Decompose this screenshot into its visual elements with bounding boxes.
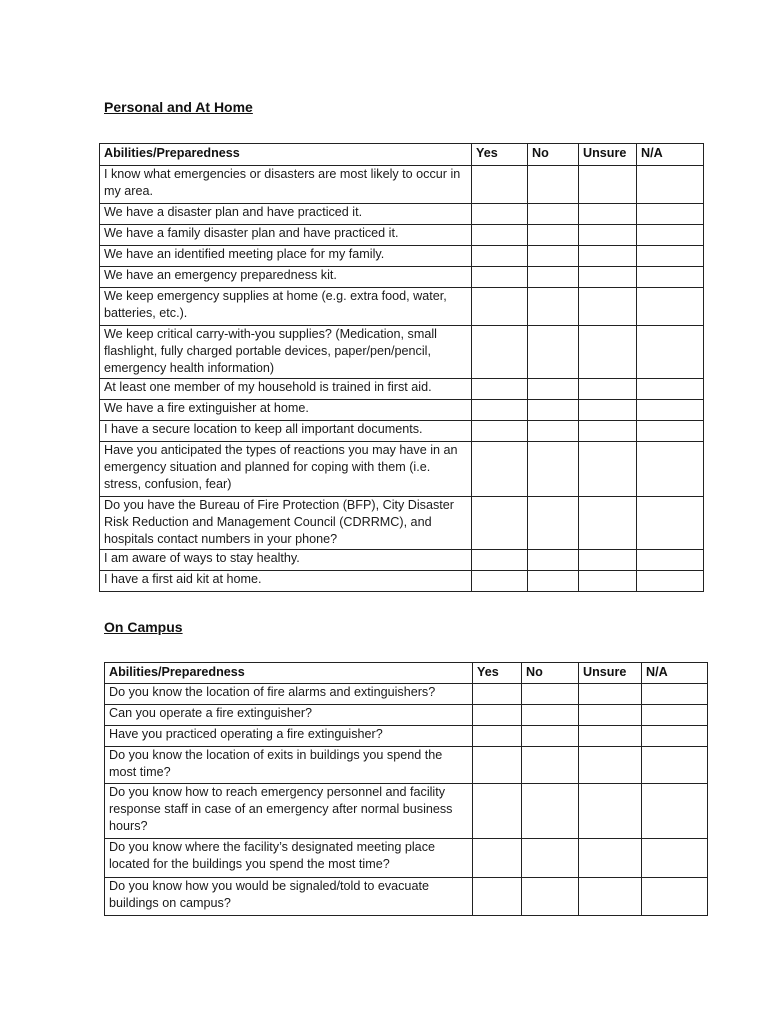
no-cell[interactable]	[522, 878, 579, 916]
yes-cell[interactable]	[472, 421, 528, 442]
question-text: We have a disaster plan and have practiced it.	[100, 204, 472, 225]
na-cell[interactable]	[637, 267, 704, 288]
na-cell[interactable]	[642, 878, 708, 916]
table-row	[100, 571, 704, 592]
table-header-row	[105, 663, 708, 684]
table-row	[100, 288, 704, 326]
question-text: I am aware of ways to stay healthy.	[100, 550, 472, 571]
no-cell[interactable]	[528, 571, 579, 592]
table-row	[100, 204, 704, 225]
no-cell[interactable]	[528, 421, 579, 442]
question-text: Do you know the location of exits in buildings you spend the most time?	[105, 747, 473, 784]
no-cell[interactable]	[522, 839, 579, 878]
na-cell[interactable]	[637, 225, 704, 246]
question-text: I have a first aid kit at home.	[100, 571, 472, 592]
no-cell[interactable]	[528, 246, 579, 267]
unsure-cell[interactable]	[579, 225, 637, 246]
na-cell[interactable]	[637, 421, 704, 442]
no-cell[interactable]	[528, 497, 579, 550]
no-cell[interactable]	[522, 784, 579, 839]
unsure-cell[interactable]	[579, 784, 642, 839]
na-cell[interactable]	[637, 166, 704, 204]
na-cell[interactable]	[637, 204, 704, 225]
table-row	[105, 839, 708, 878]
no-cell[interactable]	[522, 705, 579, 726]
table-row	[105, 726, 708, 747]
question-text: I know what emergencies or disasters are most likely to occur in my area.	[100, 166, 472, 204]
table-row	[100, 326, 704, 379]
yes-cell[interactable]	[472, 166, 528, 204]
unsure-cell[interactable]	[579, 878, 642, 916]
table-row	[100, 550, 704, 571]
header-unsure: Unsure	[579, 144, 637, 166]
header-na: N/A	[637, 144, 704, 166]
unsure-cell[interactable]	[579, 747, 642, 784]
unsure-cell[interactable]	[579, 705, 642, 726]
na-cell[interactable]	[637, 550, 704, 571]
yes-cell[interactable]	[472, 246, 528, 267]
yes-cell[interactable]	[472, 442, 528, 497]
yes-cell[interactable]	[473, 684, 522, 705]
question-text: Do you know the location of fire alarms and extinguishers?	[105, 684, 473, 705]
unsure-cell[interactable]	[579, 288, 637, 326]
na-cell[interactable]	[637, 379, 704, 400]
table-row	[100, 166, 704, 204]
header-yes: Yes	[473, 663, 522, 684]
question-text: Do you know where the facility’s designated meeting place located for the buildings you spend the most time?	[105, 839, 473, 878]
table-row	[100, 442, 704, 497]
unsure-cell[interactable]	[579, 379, 637, 400]
table-row	[100, 246, 704, 267]
yes-cell[interactable]	[472, 379, 528, 400]
question-text: We have an identified meeting place for my family.	[100, 246, 472, 267]
na-cell[interactable]	[637, 497, 704, 550]
header-unsure: Unsure	[579, 663, 642, 684]
table-header-row	[100, 144, 704, 166]
unsure-cell[interactable]	[579, 497, 637, 550]
table-row	[105, 747, 708, 784]
na-cell[interactable]	[637, 400, 704, 421]
unsure-cell[interactable]	[579, 400, 637, 421]
no-cell[interactable]	[528, 400, 579, 421]
no-cell[interactable]	[528, 225, 579, 246]
no-cell[interactable]	[528, 550, 579, 571]
na-cell[interactable]	[637, 246, 704, 267]
header-no: No	[528, 144, 579, 166]
unsure-cell[interactable]	[579, 421, 637, 442]
unsure-cell[interactable]	[579, 326, 637, 379]
table-row	[100, 267, 704, 288]
question-text: Do you know how you would be signaled/told to evacuate buildings on campus?	[105, 878, 473, 916]
header-abilities: Abilities/Preparedness	[100, 144, 472, 166]
unsure-cell[interactable]	[579, 550, 637, 571]
table-row	[105, 784, 708, 839]
question-text: Have you practiced operating a fire extinguisher?	[105, 726, 473, 747]
no-cell[interactable]	[522, 726, 579, 747]
yes-cell[interactable]	[472, 204, 528, 225]
unsure-cell[interactable]	[579, 571, 637, 592]
question-text: Do you know how to reach emergency personnel and facility response staff in case of an emergency after normal business hours?	[105, 784, 473, 839]
yes-cell[interactable]	[473, 878, 522, 916]
na-cell[interactable]	[637, 442, 704, 497]
header-na: N/A	[642, 663, 708, 684]
question-text: Have you anticipated the types of reactions you may have in an emergency situation and planned for coping with them (i.e. stress, confusion, fear)	[100, 442, 472, 497]
table-row	[105, 684, 708, 705]
unsure-cell[interactable]	[579, 204, 637, 225]
yes-cell[interactable]	[472, 288, 528, 326]
unsure-cell[interactable]	[579, 442, 637, 497]
section-title-on-campus: On Campus	[104, 619, 183, 635]
yes-cell[interactable]	[472, 571, 528, 592]
yes-cell[interactable]	[472, 550, 528, 571]
no-cell[interactable]	[522, 747, 579, 784]
table-row	[105, 705, 708, 726]
unsure-cell[interactable]	[579, 267, 637, 288]
section-title-personal-home: Personal and At Home	[104, 99, 253, 115]
na-cell[interactable]	[642, 684, 708, 705]
checklist-table-home	[99, 143, 704, 592]
no-cell[interactable]	[528, 442, 579, 497]
table-row	[105, 878, 708, 916]
na-cell[interactable]	[642, 705, 708, 726]
no-cell[interactable]	[522, 684, 579, 705]
unsure-cell[interactable]	[579, 726, 642, 747]
question-text: We keep emergency supplies at home (e.g. extra food, water, batteries, etc.).	[100, 288, 472, 326]
yes-cell[interactable]	[473, 705, 522, 726]
table-row	[100, 421, 704, 442]
table-row	[100, 379, 704, 400]
na-cell[interactable]	[642, 726, 708, 747]
question-text: Can you operate a fire extinguisher?	[105, 705, 473, 726]
question-text: We keep critical carry-with-you supplies? (Medication, small flashlight, fully charged portable devices, paper/pen/pencil, emergency health information)	[100, 326, 472, 379]
na-cell[interactable]	[642, 839, 708, 878]
no-cell[interactable]	[528, 267, 579, 288]
header-no: No	[522, 663, 579, 684]
yes-cell[interactable]	[472, 267, 528, 288]
table-row	[100, 400, 704, 421]
question-text: I have a secure location to keep all important documents.	[100, 421, 472, 442]
na-cell[interactable]	[637, 288, 704, 326]
question-text: Do you have the Bureau of Fire Protection (BFP), City Disaster Risk Reduction and Management Council (CDRRMC), and hospitals contact numbers in your phone?	[100, 497, 472, 550]
table-row	[100, 225, 704, 246]
no-cell[interactable]	[528, 326, 579, 379]
yes-cell[interactable]	[472, 400, 528, 421]
yes-cell[interactable]	[472, 326, 528, 379]
question-text: We have an emergency preparedness kit.	[100, 267, 472, 288]
unsure-cell[interactable]	[579, 166, 637, 204]
yes-cell[interactable]	[473, 726, 522, 747]
table-row	[100, 497, 704, 550]
unsure-cell[interactable]	[579, 684, 642, 705]
yes-cell[interactable]	[473, 839, 522, 878]
header-yes: Yes	[472, 144, 528, 166]
na-cell[interactable]	[642, 747, 708, 784]
unsure-cell[interactable]	[579, 839, 642, 878]
no-cell[interactable]	[528, 379, 579, 400]
no-cell[interactable]	[528, 204, 579, 225]
question-text: We have a fire extinguisher at home.	[100, 400, 472, 421]
yes-cell[interactable]	[472, 225, 528, 246]
na-cell[interactable]	[637, 326, 704, 379]
yes-cell[interactable]	[472, 497, 528, 550]
na-cell[interactable]	[642, 784, 708, 839]
unsure-cell[interactable]	[579, 246, 637, 267]
yes-cell[interactable]	[473, 747, 522, 784]
question-text: At least one member of my household is trained in first aid.	[100, 379, 472, 400]
yes-cell[interactable]	[473, 784, 522, 839]
header-abilities: Abilities/Preparedness	[105, 663, 473, 684]
question-text: We have a family disaster plan and have practiced it.	[100, 225, 472, 246]
na-cell[interactable]	[637, 571, 704, 592]
no-cell[interactable]	[528, 166, 579, 204]
checklist-table-campus	[104, 662, 708, 916]
no-cell[interactable]	[528, 288, 579, 326]
